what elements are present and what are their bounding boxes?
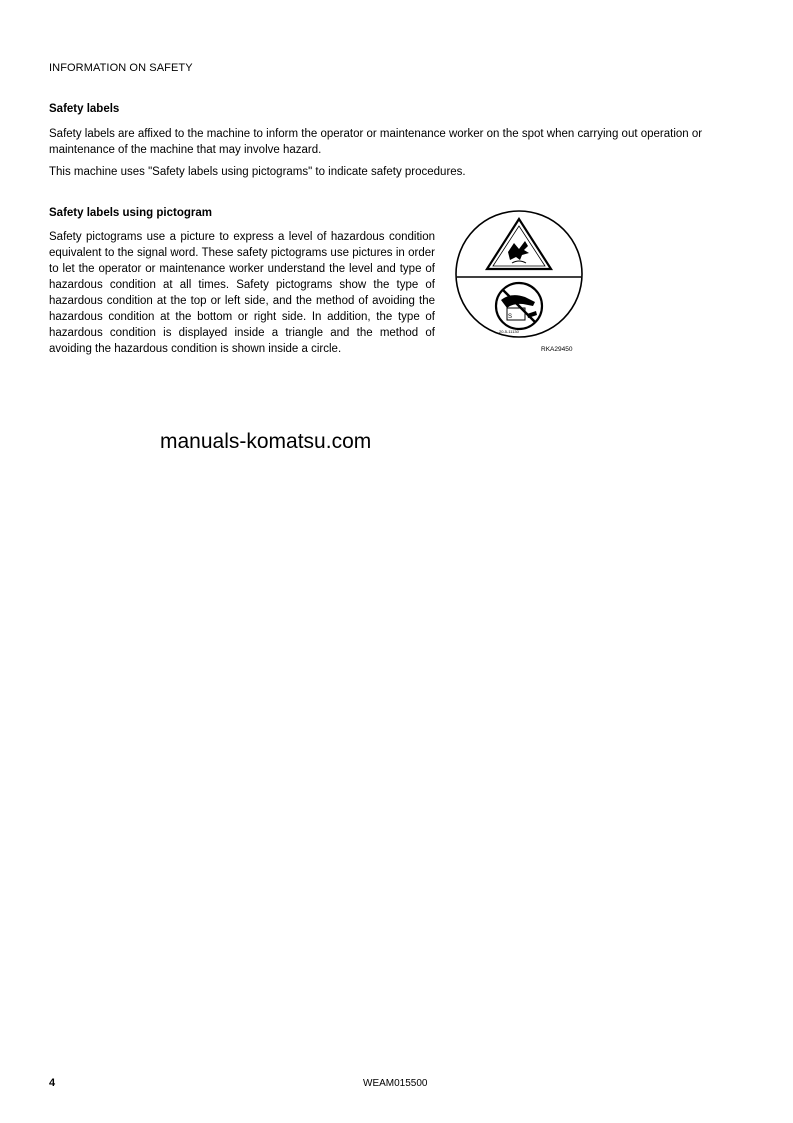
paragraph-safety-labels-intro: Safety labels are affixed to the machine to inform the operator or maintenance worker on the spot when carrying out operation or maintenance of the machine that may involve hazard. — [49, 128, 703, 156]
figure-caption: RKA29450 — [541, 346, 573, 353]
safety-pictogram-icon — [452, 207, 587, 347]
page-header-title: INFORMATION ON SAFETY — [49, 62, 193, 74]
section-heading-pictogram: Safety labels using pictogram — [49, 207, 212, 219]
safety-pictogram-figure — [452, 207, 587, 357]
paragraph-safety-labels-pictograms: This machine uses "Safety labels using pictograms" to indicate safety procedures. — [49, 166, 466, 178]
figure-inner-mark: S — [508, 314, 513, 320]
page-number: 4 — [49, 1077, 56, 1089]
watermark-text: manuals-komatsu.com — [160, 430, 372, 453]
section-heading-safety-labels: Safety labels — [49, 103, 120, 115]
document-code: WEAM015500 — [363, 1078, 428, 1089]
label-part-number: 20-5-11130 — [499, 329, 519, 334]
paragraph-pictogram-description: Safety pictograms use a picture to express a level of hazardous condition equivalent to the signal word. These safety pictograms use pictures in order to let the operator or maintenance worker understand the level and type of hazardous condition at all times. Safety pictograms show the type of hazardous condition at the top or left side, and the method of avoiding the hazardous condition at the bottom or right side. In addition, the type of hazardous condition is displayed inside a triangle and the method of avoiding the hazardous condition is shown inside a circle. — [49, 231, 435, 355]
